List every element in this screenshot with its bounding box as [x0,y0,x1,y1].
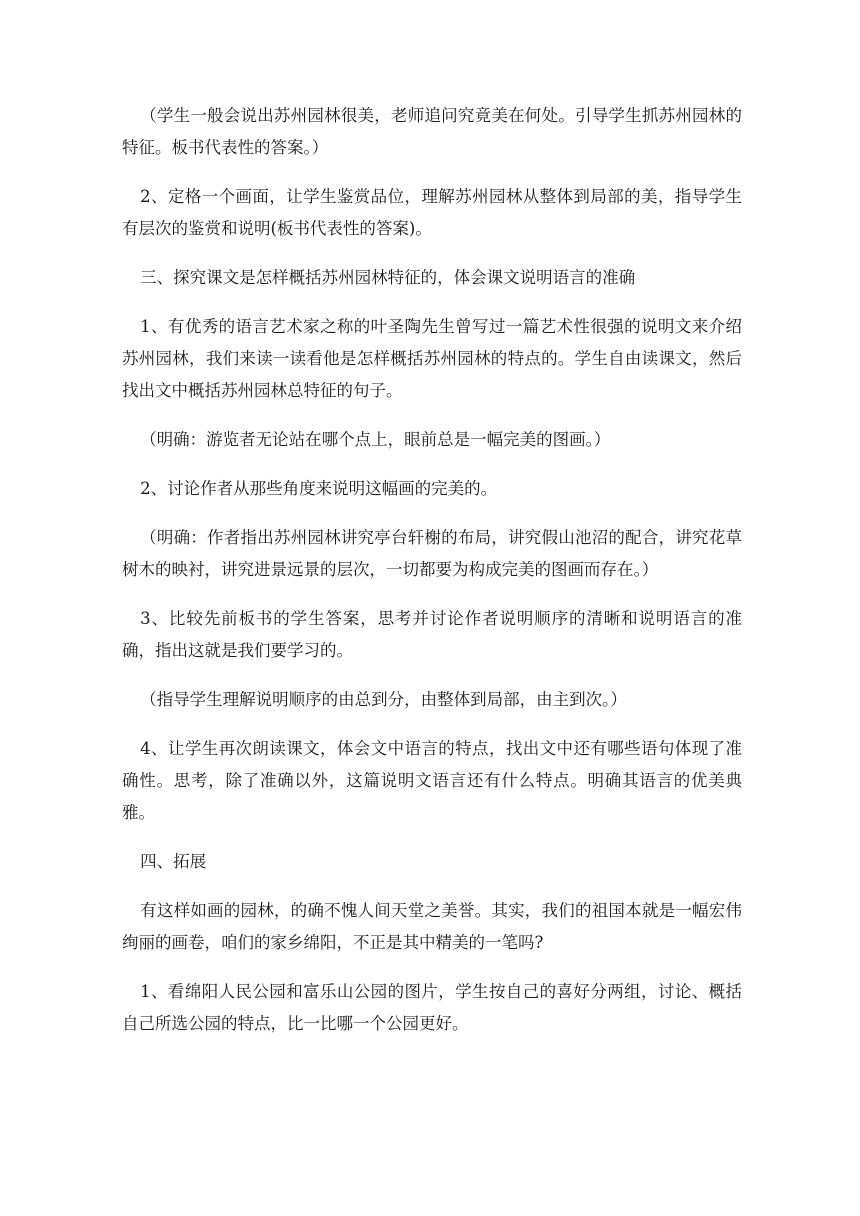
paragraph-step-4-reread: 4、让学生再次朗读课文，体会文中语言的特点，找出文中还有哪些语句体现了准确性。思考，除了准确以外，这篇说明文语言还有什么特点。明确其语言的优美典雅。 [122,739,742,822]
paragraph-guide-order: （指导学生理解说明顺序的由总到分，由整体到局部，由主到次。） [140,690,627,709]
section-heading-explore: 三、探究课文是怎样概括苏州园林特征的，体会课文说明语言的准确 [140,268,636,287]
paragraph-student-answer-note: （学生一般会说出苏州园林很美，老师追问究竟美在何处。引导学生抓苏州园林的特征。板书代表性的答案。） [122,106,742,157]
document-body [122,100,742,1057]
paragraph-extension-intro: 有这样如画的园林，的确不愧人间天堂之美誉。其实，我们的祖国本就是一幅宏伟绚丽的画卷，咱们的家乡绵阳，不正是其中精美的一笔吗? [122,901,742,952]
paragraph-step-3-compare: 3、比较先前板书的学生答案，思考并讨论作者说明顺序的清晰和说明语言的准确，指出这就是我们要学习的。 [122,609,742,660]
paragraph-step-2-appreciation: 2、定格一个画面，让学生鉴赏品位，理解苏州园林从整体到局部的美，指导学生有层次的鉴赏和说明(板书代表性的答案)。 [122,187,742,238]
paragraph-clarify-1: （明确：游览者无论站在哪个点上，眼前总是一幅完美的图画。） [140,430,611,449]
paragraph-clarify-2: （明确：作者指出苏州园林讲究亭台轩榭的布局，讲究假山池沼的配合，讲究花草树木的映衬，讲究进景远景的层次，一切都要为构成完美的图画而存在。） [122,528,742,579]
paragraph-step-2-discussion: 2、讨论作者从那些角度来说明这幅画的完美的。 [140,479,498,498]
paragraph-step-1-reading: 1、有优秀的语言艺术家之称的叶圣陶先生曾写过一篇艺术性很强的说明文来介绍苏州园林，我们来读一读看他是怎样概括苏州园林的特点的。学生自由读课文，然后找出文中概括苏州园林总特征的句子。 [122,317,742,400]
section-heading-extension: 四、拓展 [140,852,207,871]
paragraph-extension-step-1: 1、看绵阳人民公园和富乐山公园的图片，学生按自己的喜好分两组，讨论、概括自己所选公园的特点，比一比哪一个公园更好。 [122,982,742,1033]
